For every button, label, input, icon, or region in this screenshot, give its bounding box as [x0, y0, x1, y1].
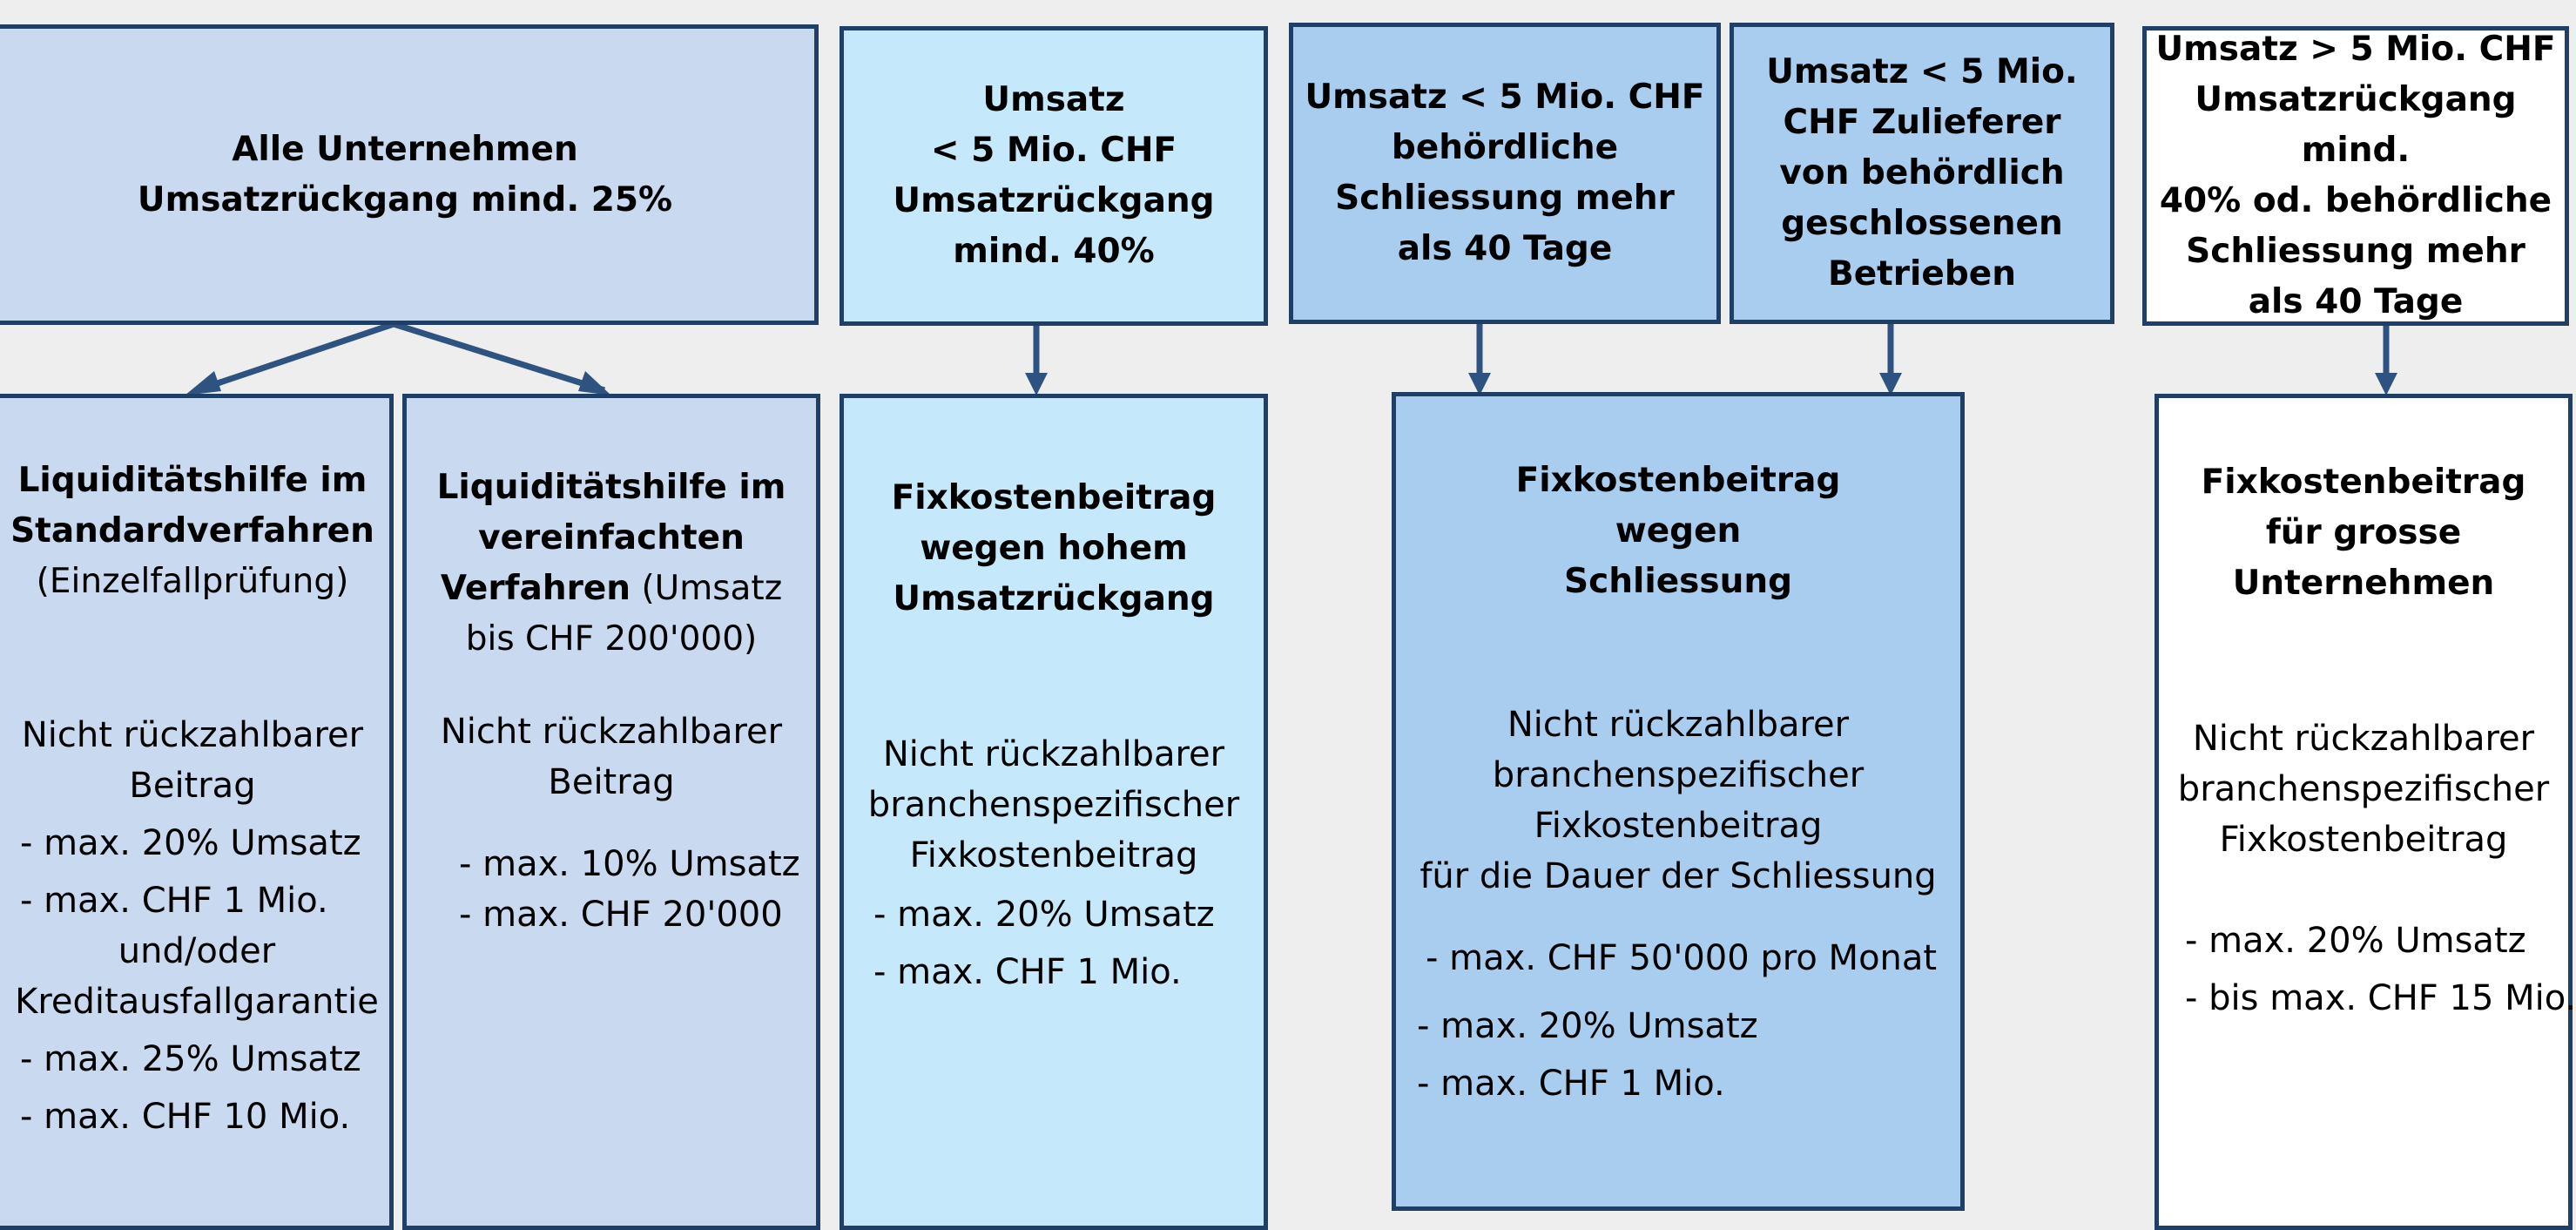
category-label: 40% od. behördliche [2159, 181, 2552, 220]
arrow-all-to-standard [197, 324, 394, 390]
measure-description: branchenspezifischer [867, 785, 1240, 825]
measure-description: Nicht rückzahlbarer [882, 734, 1225, 774]
measure-connector: Kreditausfallgarantie [15, 982, 379, 1022]
measure-title: wegen [1615, 511, 1742, 551]
measure-bullet: - max. CHF 1 Mio. [20, 881, 328, 921]
category-label: Umsatz [982, 80, 1125, 119]
category-label: Schliessung mehr [1335, 179, 1675, 218]
measure-bullet: - max. 10% Umsatz [459, 844, 800, 884]
category-label: Umsatz > 5 Mio. CHF [2155, 30, 2556, 69]
measure-title: Schliessung [1563, 562, 1793, 601]
category-label: Umsatzrückgang mind. [2195, 80, 2517, 170]
category-label: behördliche [1391, 128, 1619, 167]
measure-description: Beitrag [548, 762, 675, 802]
measure-description: branchenspezifischer [1492, 755, 1865, 795]
category-label: Umsatzrückgang [893, 181, 1215, 220]
measure-description: Nicht rückzahlbarer [21, 715, 364, 755]
measure-bullet: - max. 20% Umsatz [1417, 1006, 1758, 1046]
category-label: Schliessung mehr [2186, 232, 2525, 271]
measure-bullet: - max. CHF 1 Mio. [1417, 1064, 1725, 1104]
measure-title: Fixkostenbeitrag [1515, 461, 1841, 500]
measure-simplified-liquidity [402, 394, 820, 1230]
measure-bullet: - max. CHF 50'000 pro Monat [1426, 938, 1938, 978]
category-label: Alle Unternehmen [232, 129, 578, 169]
category-label: CHF Zulieferer [1783, 103, 2061, 142]
measure-bullet: - max. CHF 1 Mio. [873, 952, 1182, 992]
category-label: Betrieben [1827, 254, 2016, 294]
category-supplier [1730, 23, 2114, 324]
measure-description: Fixkostenbeitrag [1534, 806, 1823, 846]
measure-bullet: - max. CHF 20'000 [459, 895, 783, 935]
measure-description: Nicht rückzahlbarer [1507, 705, 1850, 745]
category-label: geschlossenen [1781, 204, 2063, 243]
measure-description: Nicht rückzahlbarer [440, 712, 783, 752]
measure-bullet: - max. 25% Umsatz [20, 1039, 361, 1079]
measure-title: wegen hohem [920, 529, 1188, 568]
measure-description: branchenspezifischer [2177, 769, 2550, 809]
measure-bullet: - max. 20% Umsatz [2185, 921, 2526, 961]
category-label: von behördlich [1779, 153, 2065, 193]
measure-connector: und/oder [118, 931, 276, 971]
measure-description: Fixkostenbeitrag [2219, 820, 2508, 860]
measure-title: Umsatzrückgang [893, 579, 1215, 618]
measure-title: Fixkostenbeitrag [2201, 463, 2526, 502]
category-large-companies [2142, 26, 2569, 326]
measure-bullet: - max. CHF 10 Mio. [20, 1097, 351, 1137]
arrow-all-to-simplified [394, 324, 604, 390]
measure-title-normal: (Umsatz [631, 569, 783, 608]
category-label: < 5 Mio. CHF [930, 131, 1177, 170]
measure-fixed-cost-closure [1392, 392, 1965, 1211]
measure-fixed-cost-large [2155, 394, 2576, 1230]
category-small-closure [1289, 23, 1721, 324]
measure-description: Nicht rückzahlbarer [2192, 719, 2535, 759]
measure-description: Beitrag [129, 766, 256, 806]
measure-fixed-cost-revenue-drop [840, 394, 1268, 1230]
measure-subtitle: bis CHF 200'000) [465, 619, 758, 659]
measure-title: Liquiditätshilfe im [436, 468, 786, 507]
category-label: als 40 Tage [1397, 229, 1613, 268]
measure-title [437, 564, 786, 614]
measure-title: Standardverfahren [10, 511, 374, 551]
measure-bullet: - bis max. CHF 15 Mio. [2185, 978, 2576, 1018]
measure-description: für die Dauer der Schliessung [1419, 856, 1937, 896]
measure-title: für grosse [2265, 513, 2462, 552]
category-label: Umsatz < 5 Mio. [1766, 52, 2078, 91]
category-label: Umsatzrückgang mind. 25% [137, 179, 673, 220]
category-all-companies [0, 24, 819, 325]
measure-title: vereinfachten [478, 518, 745, 558]
measure-bullet: - max. 20% Umsatz [20, 823, 361, 863]
category-label: Umsatz < 5 Mio. CHF [1305, 78, 1705, 117]
measure-description: Fixkostenbeitrag [909, 835, 1198, 875]
measure-subtitle: (Einzelfallprüfung) [36, 562, 349, 601]
measure-standard-liquidity [0, 394, 394, 1230]
measure-title: Fixkostenbeitrag [891, 478, 1217, 517]
measure-bullet: - max. 20% Umsatz [873, 895, 1215, 935]
category-label: mind. 40% [953, 232, 1155, 271]
category-label: als 40 Tage [2248, 282, 2464, 321]
measure-title-bold: Verfahren [440, 569, 631, 608]
category-small-revenue-drop [840, 26, 1268, 326]
measure-title: Liquiditätshilfe im [17, 461, 368, 500]
measure-title: Unternehmen [2232, 564, 2495, 603]
